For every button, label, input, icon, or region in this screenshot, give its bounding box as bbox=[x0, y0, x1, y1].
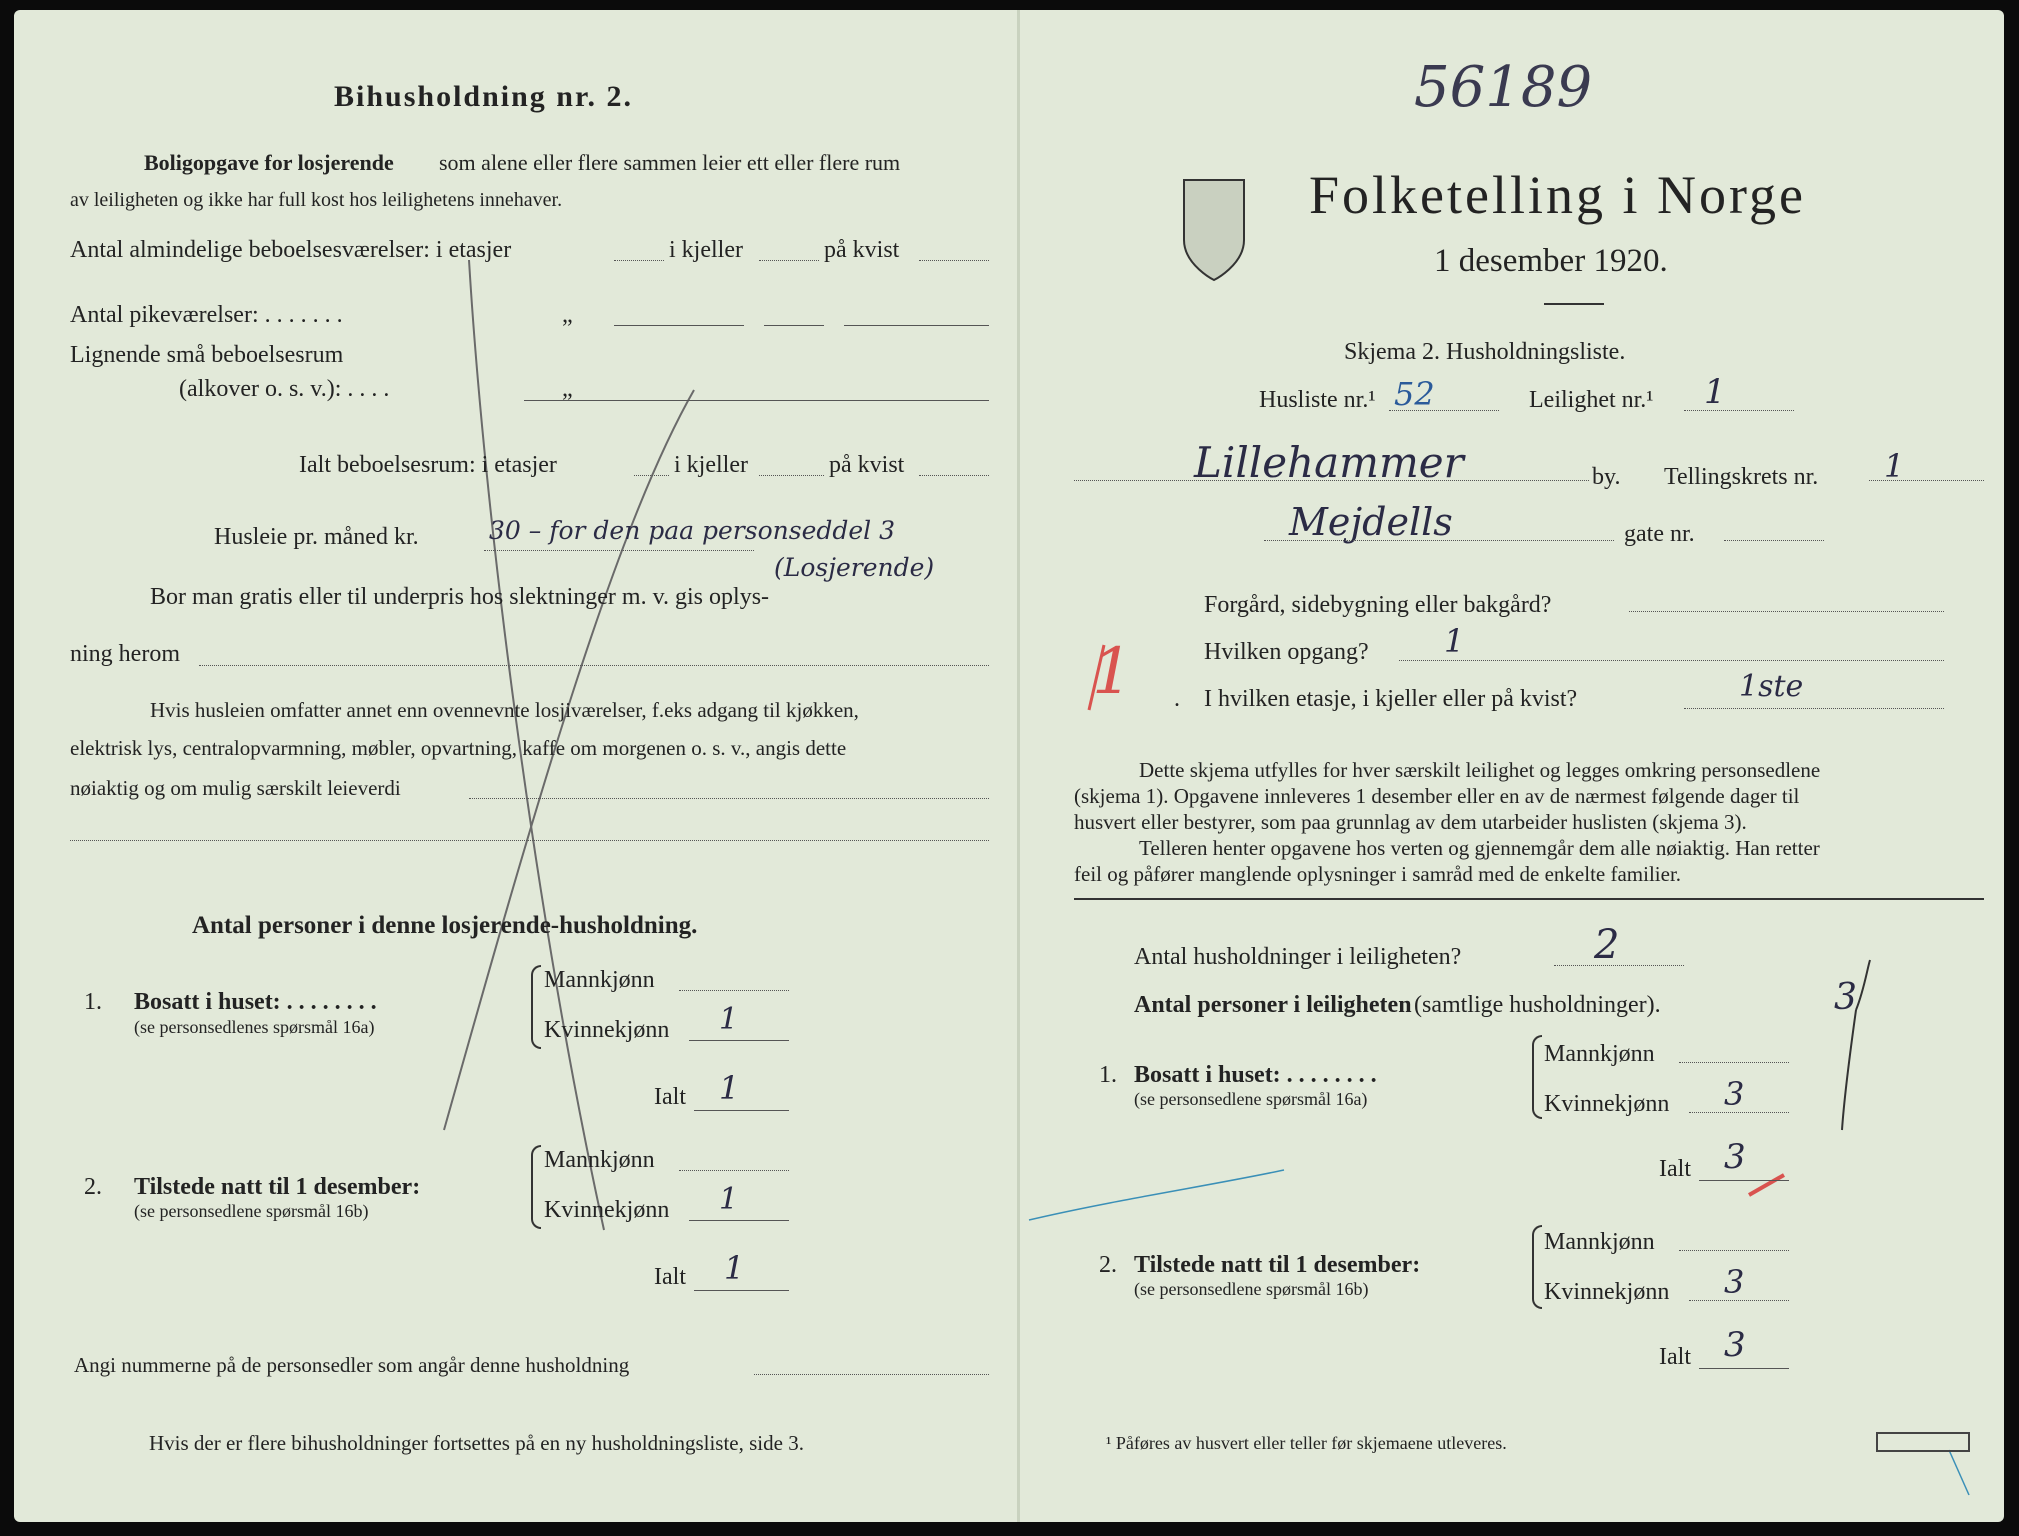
q1-mann-label: Mannkjønn bbox=[544, 967, 655, 993]
hvis-text-line3: nøiaktig og om mulig særskilt leieverdi bbox=[70, 776, 401, 800]
gate-nr-field[interactable] bbox=[1724, 540, 1824, 541]
etasje-label: I hvilken etasje, i kjeller eller på kvist? bbox=[1204, 686, 1578, 712]
i-kjeller-label: i kjeller bbox=[674, 452, 748, 478]
husleie-value: 30 – for den paa personseddel 3 bbox=[489, 516, 896, 545]
q1-label: Bosatt i huset: . . . . . . . . bbox=[134, 989, 377, 1015]
ialt-kvist-field[interactable] bbox=[919, 475, 989, 476]
q1-ialt-field[interactable] bbox=[1699, 1180, 1789, 1181]
q2-label: Tilstede natt til 1 desember: bbox=[134, 1174, 421, 1200]
alkover-field[interactable] bbox=[524, 400, 989, 401]
q1-number: 1. bbox=[1099, 1062, 1117, 1088]
right-page-husholdningsliste bbox=[1024, 10, 2004, 1522]
q2-number: 2. bbox=[1099, 1252, 1117, 1278]
q2-ialt-field[interactable] bbox=[694, 1290, 789, 1291]
pike-label: Antal pikeværelser: . . . . . . . bbox=[70, 302, 343, 328]
etasje-bullet: . bbox=[1174, 686, 1180, 712]
leilighet-field[interactable] bbox=[1684, 410, 1794, 411]
q1-brace bbox=[1532, 1035, 1542, 1119]
bor-field[interactable] bbox=[199, 665, 989, 666]
gate-label: gate nr. bbox=[1624, 521, 1695, 547]
q1-ialt-value: 1 bbox=[719, 1069, 740, 1107]
husholdninger-field[interactable] bbox=[1554, 965, 1684, 966]
q1-number: 1. bbox=[84, 989, 102, 1015]
by-label: by. bbox=[1592, 464, 1621, 490]
footer-note: Hvis der er flere bihusholdninger fortsettes på en ny husholdningsliste, side 3. bbox=[149, 1431, 804, 1455]
form-title: Folketelling i Norge bbox=[1309, 165, 1806, 225]
ialt-etasjer-field[interactable] bbox=[634, 475, 669, 476]
q2-mann-field[interactable] bbox=[1679, 1250, 1789, 1251]
q1-ialt-label: Ialt bbox=[654, 1084, 686, 1110]
bor-text-line2: ning herom bbox=[70, 641, 180, 667]
q1-kvinne-label: Kvinnekjønn bbox=[1544, 1091, 1670, 1117]
intro-text-line2: av leiligheten og ikke har full kost hos leilighetens innehaver. bbox=[70, 189, 563, 211]
q1-label: Bosatt i huset: . . . . . . . . bbox=[1134, 1062, 1377, 1088]
q2-brace bbox=[531, 1145, 541, 1229]
q2-ialt-label: Ialt bbox=[654, 1264, 686, 1290]
paa-kvist-label: på kvist bbox=[824, 237, 900, 263]
etasje-field[interactable] bbox=[1684, 708, 1944, 709]
city-value: Lillehammer bbox=[1194, 438, 1464, 487]
instruction-line4: Telleren henter opgavene hos verten og gjennemgår dem alle nøiaktig. Han retter bbox=[1139, 836, 1820, 860]
q1-brace bbox=[531, 965, 541, 1049]
street-field[interactable] bbox=[1264, 540, 1614, 541]
section-rule bbox=[1074, 898, 1984, 900]
persons-heading: Antal personer i denne losjerende-husholdning. bbox=[192, 912, 698, 939]
q2-kvinne-field[interactable] bbox=[1689, 1300, 1789, 1301]
husliste-field[interactable] bbox=[1389, 410, 1499, 411]
instruction-line5: feil og påfører manglende oplysninger i samråd med de enkelte familier. bbox=[1074, 862, 1682, 886]
husleie-label: Husleie pr. måned kr. bbox=[214, 524, 419, 550]
q1-mann-label: Mannkjønn bbox=[1544, 1041, 1655, 1067]
page-fold bbox=[1017, 10, 1020, 1522]
q2-ialt-value: 3 bbox=[1724, 1325, 1746, 1365]
q1-kvinne-field[interactable] bbox=[689, 1040, 789, 1041]
q1-kvinne-label: Kvinnekjønn bbox=[544, 1017, 670, 1043]
q2-number: 2. bbox=[84, 1174, 102, 1200]
intro-text: som alene eller flere sammen leier ett eller flere rum bbox=[439, 150, 901, 175]
q2-sub: (se personsedlene spørsmål 16b) bbox=[1134, 1279, 1369, 1299]
leieverdi-field-2[interactable] bbox=[70, 840, 989, 841]
left-page-bihusholdning bbox=[14, 10, 1014, 1522]
title-rule bbox=[1544, 303, 1604, 305]
q2-mann-field[interactable] bbox=[679, 1170, 789, 1171]
census-form-sheet bbox=[14, 10, 2004, 1522]
printer-stamp bbox=[1876, 1432, 1970, 1452]
persons-value: 3 bbox=[1834, 977, 1857, 1018]
husleie-field[interactable] bbox=[484, 550, 754, 551]
husholdninger-value: 2 bbox=[1594, 922, 1620, 968]
bor-text-line1: Bor man gratis eller til underpris hos slektninger m. v. gis oplys- bbox=[150, 584, 770, 610]
intro-bold: Boligopgave for losjerende bbox=[144, 150, 394, 175]
paa-kvist-label: på kvist bbox=[829, 452, 905, 478]
q1-ialt-value: 3 bbox=[1724, 1137, 1746, 1177]
tellingskrets-field[interactable] bbox=[1869, 480, 1984, 481]
lignende-label: Lignende små beboelsesrum bbox=[70, 342, 344, 368]
q2-mann-label: Mannkjønn bbox=[544, 1147, 655, 1173]
pike-kvist-field[interactable] bbox=[844, 325, 989, 326]
i-kjeller-label: i kjeller bbox=[669, 237, 743, 263]
q1-kvinne-value: 1 bbox=[719, 1002, 739, 1037]
rooms-etasjer-field[interactable] bbox=[614, 260, 664, 261]
ditto-mark: „ bbox=[562, 302, 573, 328]
husliste-label: Husliste nr.¹ bbox=[1259, 387, 1376, 413]
q2-mann-label: Mannkjønn bbox=[1544, 1229, 1655, 1255]
q1-kvinne-value: 3 bbox=[1724, 1075, 1745, 1113]
tellingskrets-value: 1 bbox=[1884, 447, 1905, 485]
q2-kvinne-value: 3 bbox=[1724, 1263, 1745, 1301]
angi-field[interactable] bbox=[754, 1374, 989, 1375]
q1-ialt-field[interactable] bbox=[694, 1110, 789, 1111]
leieverdi-field[interactable] bbox=[469, 798, 989, 799]
pike-etasjer-field[interactable] bbox=[614, 325, 744, 326]
street-value: Mejdells bbox=[1289, 500, 1453, 544]
pike-kjeller-field[interactable] bbox=[764, 325, 824, 326]
red-margin-mark: 1 bbox=[1092, 635, 1133, 709]
leilighet-label: Leilighet nr.¹ bbox=[1529, 387, 1654, 413]
instruction-line1: Dette skjema utfylles for hver særskilt leilighet og legges omkring personsedlene bbox=[1139, 758, 1821, 782]
q1-mann-field[interactable] bbox=[679, 990, 789, 991]
husliste-value: 52 bbox=[1394, 375, 1435, 413]
q1-kvinne-field[interactable] bbox=[1689, 1112, 1789, 1113]
forgard-field[interactable] bbox=[1629, 611, 1944, 612]
q1-mann-field[interactable] bbox=[1679, 1062, 1789, 1063]
page-title: Bihusholdning nr. 2. bbox=[334, 80, 634, 113]
forgard-label: Forgård, sidebygning eller bakgård? bbox=[1204, 592, 1552, 618]
q2-ialt-label: Ialt bbox=[1659, 1344, 1691, 1370]
rooms-kvist-field[interactable] bbox=[919, 260, 989, 261]
city-field[interactable] bbox=[1074, 480, 1589, 481]
form-date: 1 desember 1920. bbox=[1434, 243, 1668, 279]
q2-brace bbox=[1532, 1225, 1542, 1309]
ialt-rooms-label: Ialt beboelsesrum: i etasjer bbox=[299, 452, 557, 478]
q2-kvinne-field[interactable] bbox=[689, 1220, 789, 1221]
q2-kvinne-label: Kvinnekjønn bbox=[544, 1197, 670, 1223]
husholdninger-label: Antal husholdninger i leiligheten? bbox=[1134, 944, 1462, 970]
opgang-label: Hvilken opgang? bbox=[1204, 639, 1369, 665]
hvis-text-line1: Hvis husleien omfatter annet enn ovennevnte losjiværelser, f.eks adgang til kjøkken, bbox=[150, 698, 859, 722]
persons-rest: (samtlige husholdninger). bbox=[1414, 992, 1661, 1018]
q2-kvinne-value: 1 bbox=[719, 1182, 739, 1217]
opgang-field[interactable] bbox=[1399, 660, 1944, 661]
alkover-label: (alkover o. s. v.): . . . . bbox=[179, 376, 390, 402]
q1-sub: (se personsedlene spørsmål 16a) bbox=[1134, 1089, 1368, 1109]
husleie-note: (Losjerende) bbox=[774, 553, 935, 582]
tellingskrets-label: Tellingskrets nr. bbox=[1664, 464, 1819, 490]
schema-label: Skjema 2. Husholdningsliste. bbox=[1344, 339, 1626, 365]
stamp-number: 56189 bbox=[1414, 55, 1593, 120]
instruction-line3: husvert eller bestyrer, som paa grunnlag av dem utarbeider huslisten (skjema 3). bbox=[1074, 810, 1747, 834]
q2-kvinne-label: Kvinnekjønn bbox=[1544, 1279, 1670, 1305]
footnote: ¹ Påføres av husvert eller teller før skjemaene utleveres. bbox=[1106, 1433, 1507, 1453]
q1-sub: (se personsedlenes spørsmål 16a) bbox=[134, 1017, 375, 1037]
leilighet-value: 1 bbox=[1704, 372, 1726, 412]
persons-label: Antal personer i leiligheten bbox=[1134, 992, 1412, 1018]
rooms-label: Antal almindelige beboelsesværelser: i etasjer bbox=[70, 237, 512, 263]
hvis-text-line2: elektrisk lys, centralopvarmning, møbler, opvartning, kaffe om morgenen o. s. v., angis dette bbox=[70, 736, 847, 760]
q2-ialt-field[interactable] bbox=[1699, 1368, 1789, 1369]
ialt-kjeller-field[interactable] bbox=[759, 475, 824, 476]
ditto-mark: „ bbox=[562, 376, 573, 402]
rooms-kjeller-field[interactable] bbox=[759, 260, 819, 261]
instruction-line2: (skjema 1). Opgavene innleveres 1 desember eller en av de nærmest følgende dager til bbox=[1074, 784, 1800, 808]
q1-ialt-label: Ialt bbox=[1659, 1156, 1691, 1182]
angi-label: Angi nummerne på de personsedler som angår denne husholdning bbox=[74, 1353, 630, 1377]
q2-ialt-value: 1 bbox=[724, 1249, 745, 1287]
q2-sub: (se personsedlene spørsmål 16b) bbox=[134, 1201, 369, 1221]
etasje-value: 1ste bbox=[1739, 669, 1804, 704]
q2-label: Tilstede natt til 1 desember: bbox=[1134, 1252, 1421, 1278]
opgang-value: 1 bbox=[1444, 622, 1465, 660]
